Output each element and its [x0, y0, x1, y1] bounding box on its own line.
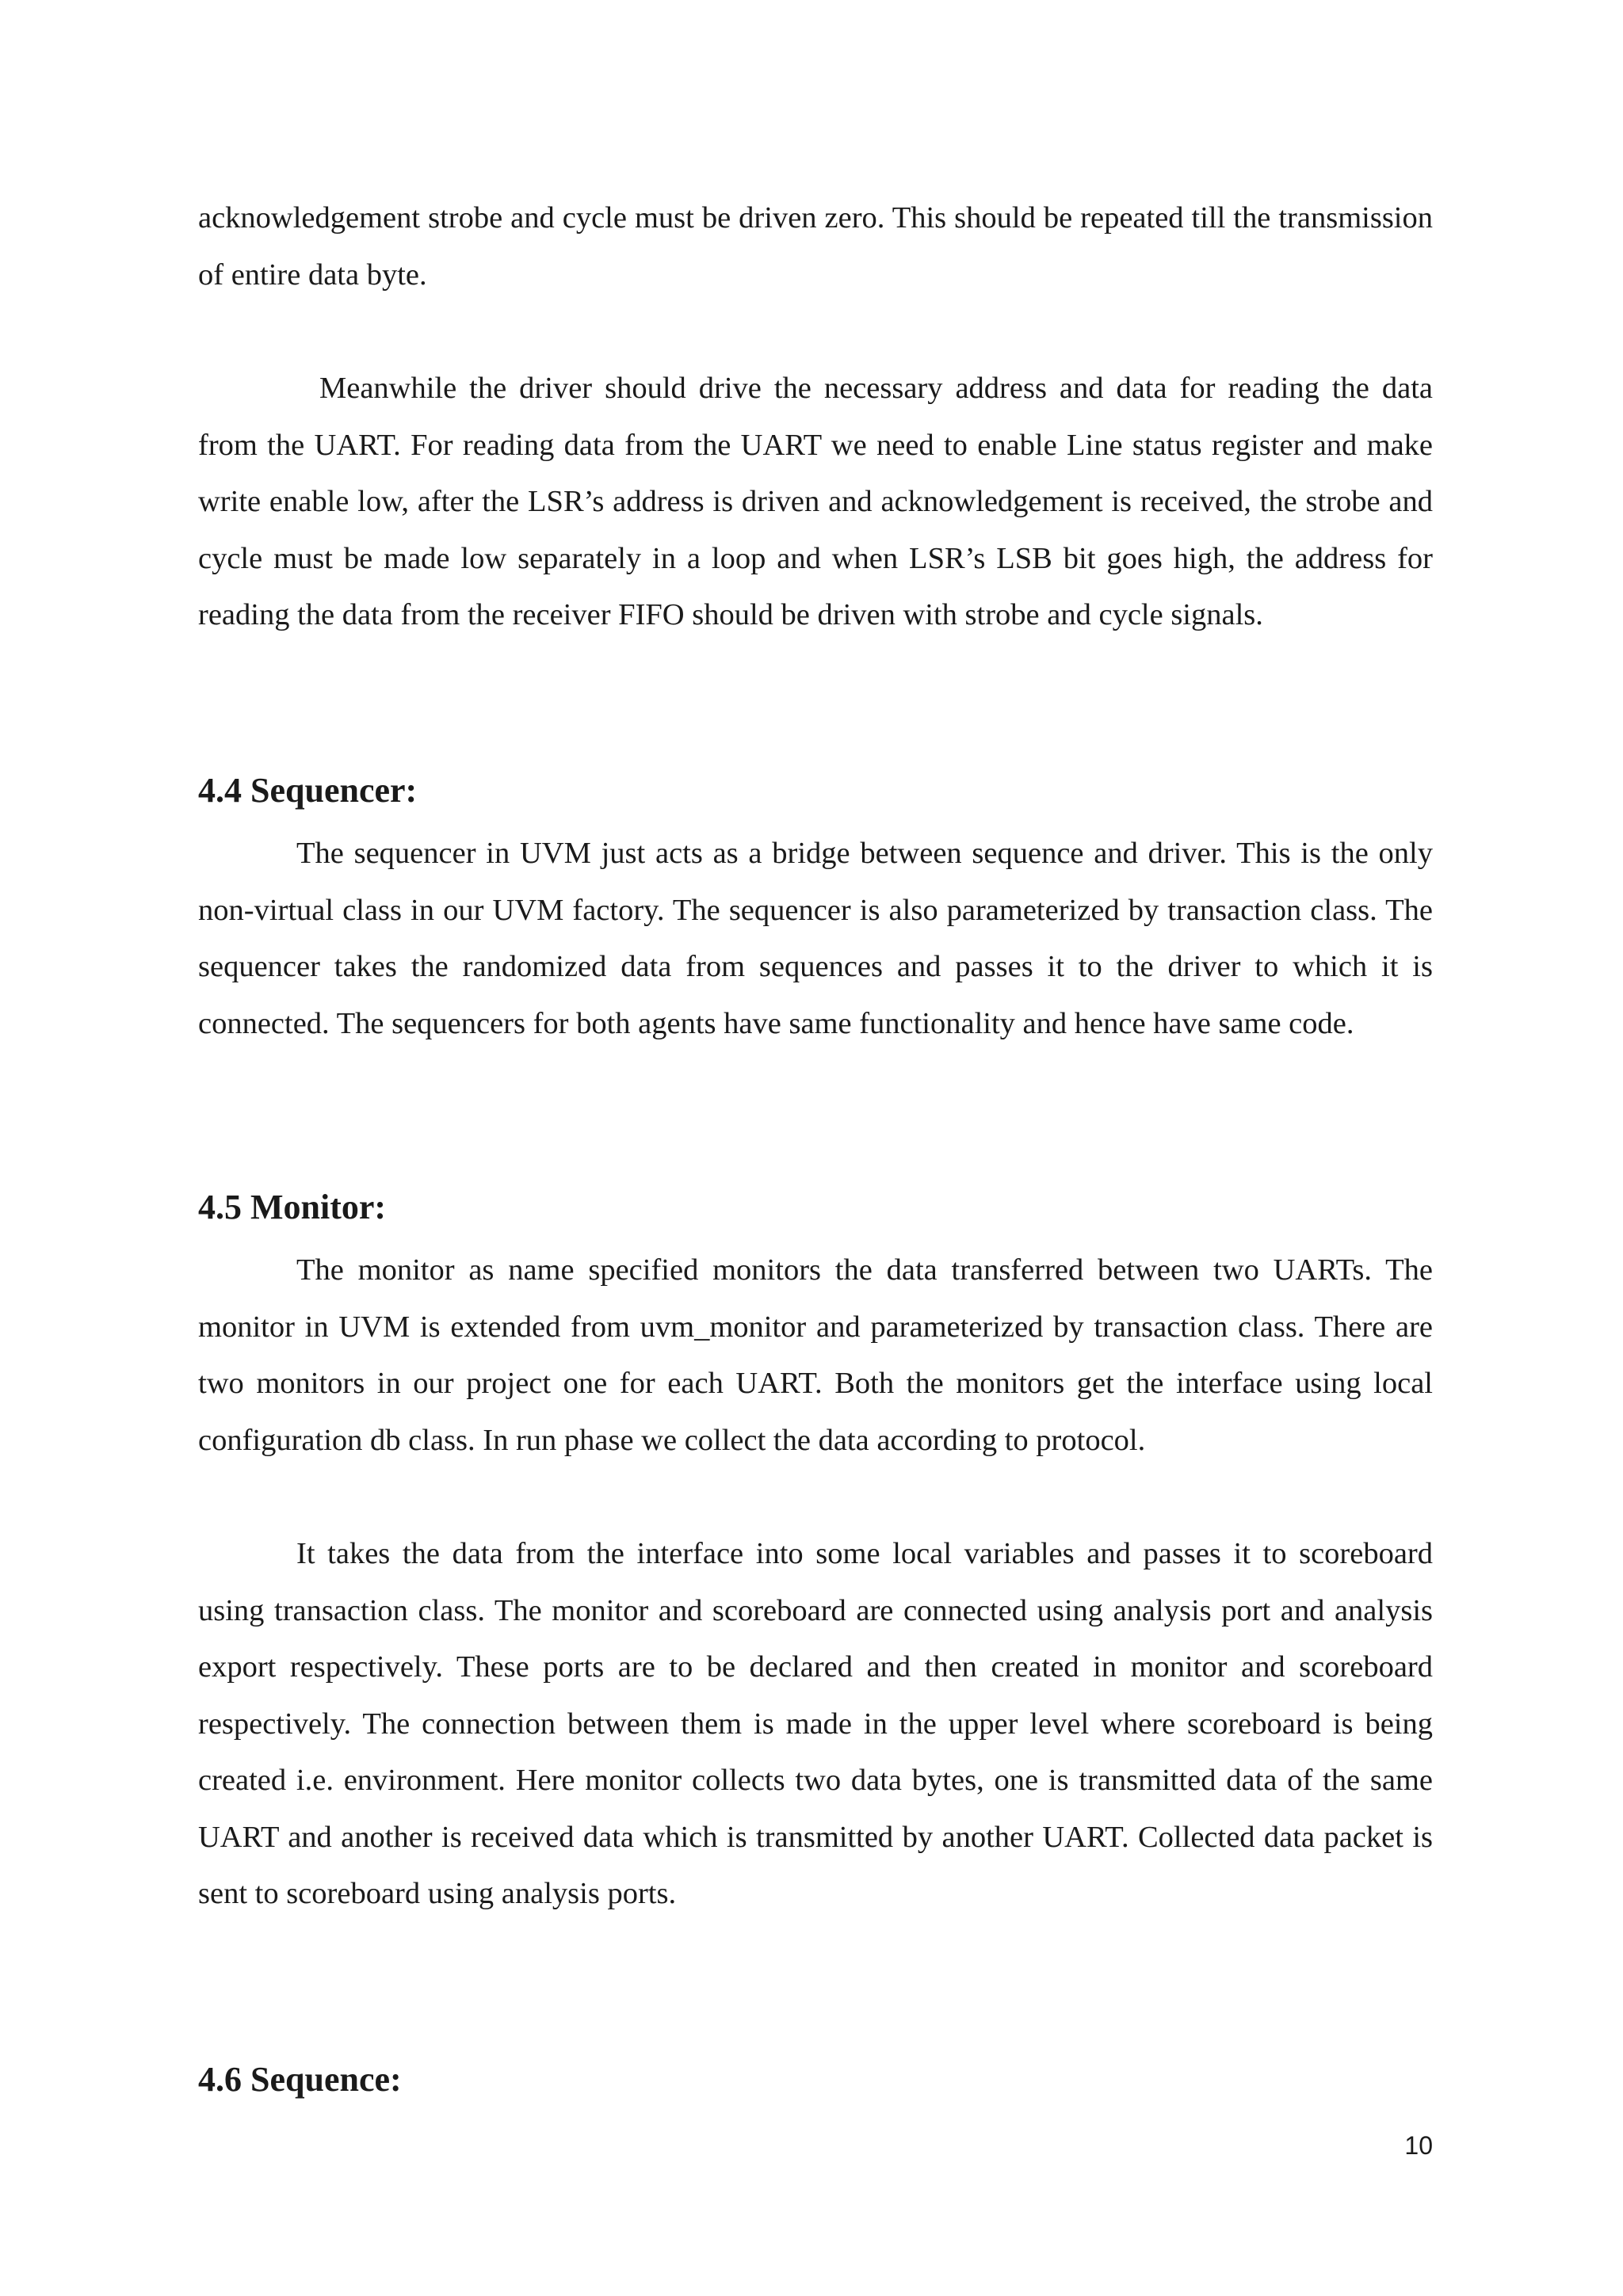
continued-paragraph: acknowledgement strobe and cycle must be driven zero. This should be repeated till the transmission of entire data byte.: [198, 201, 1433, 292]
section-heading-sequencer: 4.4 Sequencer:: [198, 771, 418, 810]
section-heading-sequence: 4.6 Sequence:: [198, 2060, 402, 2099]
monitor-paragraph-2: It takes the data from the interface into some local variables and passes it to scoreboard using transaction class. The monitor and scoreboard are connected using analysis port and analysis export respectively. These ports are to be declared and then created in monitor and scoreboard respectively. The connection between them is made in the upper level where scoreboard is being created i.e. environment. Here monitor collects two data bytes, one is transmitted data of the same UART and another is received data which is transmitted by another UART. Collected data packet is sent to scoreboard using analysis ports.: [198, 1537, 1433, 1910]
sequencer-paragraph: The sequencer in UVM just acts as a bridge between sequence and driver. This is the only non-virtual class in our UVM factory. The sequencer is also parameterized by transaction class. The sequencer takes the randomized data from sequences and passes it to the driver to which it is connected. The sequencers for both agents have same functionality and hence have same code.: [198, 837, 1433, 1040]
driver-read-paragraph: Meanwhile the driver should drive the necessary address and data for reading the data from the UART. For reading data from the UART we need to enable Line status register and make write enable low, after the LSR’s address is driven and acknowledgement is received, the strobe and cycle must be made low separately in a loop and when LSR’s LSB bit goes high, the address for reading the data from the receiver FIFO should be driven with strobe and cycle signals.: [198, 372, 1433, 631]
page-number: 10: [1404, 2131, 1433, 2160]
section-heading-monitor: 4.5 Monitor:: [198, 1188, 387, 1226]
monitor-paragraph-1: The monitor as name specified monitors the data transferred between two UARTs. The monitor in UVM is extended from uvm_monitor and parameterized by transaction class. There are two monitors in our project one for each UART. Both the monitors get the interface using local configuration db class. In run phase we collect the data according to protocol.: [198, 1253, 1433, 1457]
